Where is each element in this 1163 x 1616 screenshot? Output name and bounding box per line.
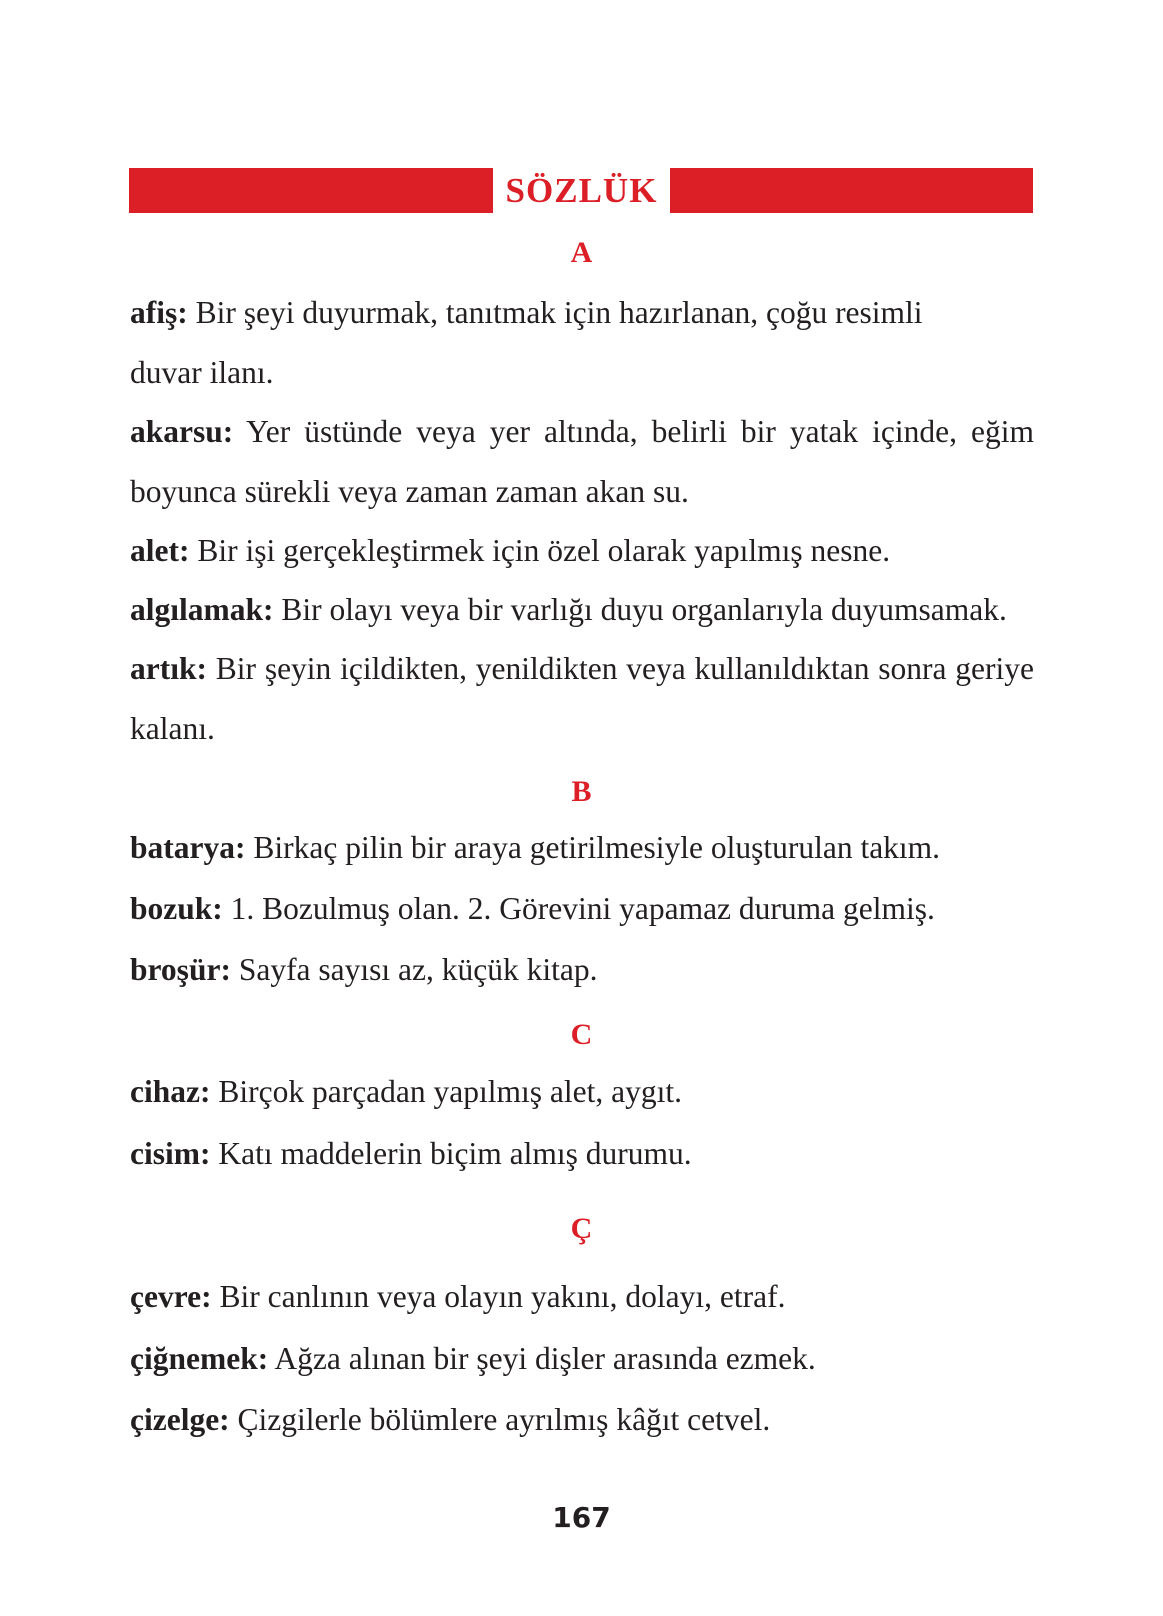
entry-cizelge bbox=[130, 1390, 1034, 1450]
section-letter-b: B bbox=[571, 775, 592, 808]
title-bar-right-decoration bbox=[670, 168, 1033, 213]
entry-definition: Katı maddelerin biçim almış durumu. bbox=[210, 1136, 692, 1171]
entry-term: artık: bbox=[130, 651, 207, 686]
entry-term: cihaz: bbox=[130, 1074, 211, 1109]
entry-term: cisim: bbox=[130, 1136, 211, 1171]
entry-definition: 1. Bozulmuş olan. 2. Görevini yapamaz duruma gelmiş. bbox=[222, 891, 935, 926]
entry-term: çevre: bbox=[130, 1279, 212, 1314]
entry-batarya bbox=[130, 818, 1034, 878]
title-banner bbox=[129, 168, 1033, 213]
entry-akarsu bbox=[130, 402, 1034, 522]
entry-term: batarya: bbox=[130, 830, 246, 865]
entry-definition: Bir şeyi duyurmak, tanıtmak için hazırlanan, çoğu resimli duvar ilanı. bbox=[130, 295, 923, 390]
entry-definition: Ağza alınan bir şeyi dişler arasında ezmek. bbox=[268, 1341, 816, 1376]
entry-definition: Bir işi gerçekleştirmek için özel olarak yapılmış nesne. bbox=[189, 533, 891, 568]
entry-term: broşür: bbox=[130, 952, 231, 987]
entry-cisim bbox=[130, 1124, 1034, 1184]
entry-term: çizelge: bbox=[130, 1402, 230, 1437]
entry-definition: Bir olayı veya bir varlığı duyu organlarıyla duyumsamak. bbox=[273, 592, 1007, 627]
entry-definition: Yer üstünde veya yer altında, belirli bir yatak içinde, eğim boyunca sürekli veya zaman zaman akan su. bbox=[130, 414, 1034, 509]
entry-term: afiş: bbox=[130, 295, 188, 330]
entry-term: algılamak: bbox=[130, 592, 274, 627]
entry-algilamak bbox=[130, 580, 1034, 640]
entry-alet bbox=[130, 521, 1034, 581]
section-letter-c: C bbox=[570, 1018, 593, 1051]
section-letter-a: A bbox=[570, 236, 593, 269]
entry-definition: Bir şeyin içildikten, yenildikten veya kullanıldıktan sonra geriye kalanı. bbox=[130, 651, 1034, 746]
entry-cihaz bbox=[130, 1062, 1034, 1122]
entry-cignemek bbox=[130, 1329, 1034, 1389]
page-number: 167 bbox=[552, 1501, 611, 1534]
entry-bozuk bbox=[130, 879, 1034, 939]
entry-cevre bbox=[130, 1267, 1034, 1327]
page-title: SÖZLÜK bbox=[505, 171, 658, 210]
entry-definition: Bir canlının veya olayın yakını, dolayı, etraf. bbox=[211, 1279, 786, 1314]
entry-brosur bbox=[130, 940, 1034, 1000]
entry-definition: Birkaç pilin bir araya getirilmesiyle oluşturulan takım. bbox=[245, 830, 941, 865]
entry-artik bbox=[130, 639, 1034, 759]
entry-definition: Birçok parçadan yapılmış alet, aygıt. bbox=[210, 1074, 682, 1109]
section-letter-c-cedilla: Ç bbox=[570, 1212, 593, 1245]
title-bar-left-decoration bbox=[129, 168, 493, 213]
entry-term: alet: bbox=[130, 533, 190, 568]
entry-term: çiğnemek: bbox=[130, 1341, 269, 1376]
entry-definition: Sayfa sayısı az, küçük kitap. bbox=[230, 952, 598, 987]
entry-definition: Çizgilerle bölümlere ayrılmış kâğıt cetvel. bbox=[229, 1402, 771, 1437]
entry-afis bbox=[130, 283, 960, 403]
entry-term: bozuk: bbox=[130, 891, 223, 926]
entry-term: akarsu: bbox=[130, 414, 234, 449]
